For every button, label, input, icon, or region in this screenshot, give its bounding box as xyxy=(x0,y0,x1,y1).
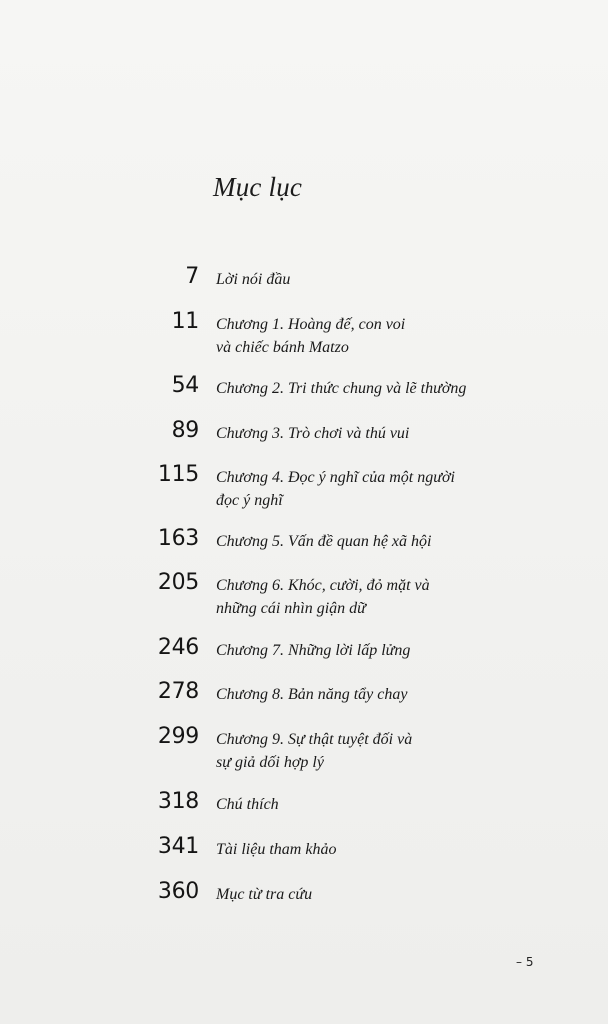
toc-title: Chương 2. Tri thức chung và lẽ thường xyxy=(216,380,467,397)
toc-title: Chương 8. Bản năng tẩy chay xyxy=(216,686,408,703)
toc-page-number: 115 xyxy=(157,462,199,487)
toc-page-number: 278 xyxy=(157,679,199,704)
toc-page-number: 89 xyxy=(171,418,199,443)
toc-title: Lời nói đầu xyxy=(216,271,291,288)
toc-title: Mục từ tra cứu xyxy=(216,886,313,903)
toc-page-number: 341 xyxy=(157,834,199,859)
page-title: Mục lục xyxy=(213,172,303,202)
toc-title: Tài liệu tham khảo xyxy=(216,841,337,858)
toc-title: Chương 3. Trò chơi và thú vui xyxy=(216,425,410,442)
toc-page-number: 7 xyxy=(185,264,199,289)
toc-page-number: 360 xyxy=(157,879,199,904)
toc-title: Chương 4. Đọc ý nghĩ của một người đọc ý nghĩ xyxy=(216,469,455,509)
page-folio: – 5 xyxy=(516,955,534,969)
toc-title: Chương 9. Sự thật tuyệt đối và sự giả dối hợp lý xyxy=(216,731,413,771)
toc-title: Chương 5. Vấn đề quan hệ xã hội xyxy=(216,533,432,550)
toc-page-number: 318 xyxy=(157,789,199,814)
toc-title: Chương 7. Những lời lấp lửng xyxy=(216,642,411,659)
toc-page-number: 54 xyxy=(171,373,199,398)
toc-page-number: 299 xyxy=(157,724,199,749)
toc-page-number: 246 xyxy=(157,635,199,660)
toc-title: Chương 1. Hoàng đế, con voi và chiếc bánh Matzo xyxy=(216,316,406,356)
toc-page-number: 163 xyxy=(157,526,199,551)
toc-page-number: 205 xyxy=(157,570,199,595)
toc-title: Chương 6. Khóc, cười, đỏ mặt và những cái nhìn giận dữ xyxy=(216,577,430,617)
toc-title: Chú thích xyxy=(216,796,279,813)
toc-page-number: 11 xyxy=(171,309,199,334)
